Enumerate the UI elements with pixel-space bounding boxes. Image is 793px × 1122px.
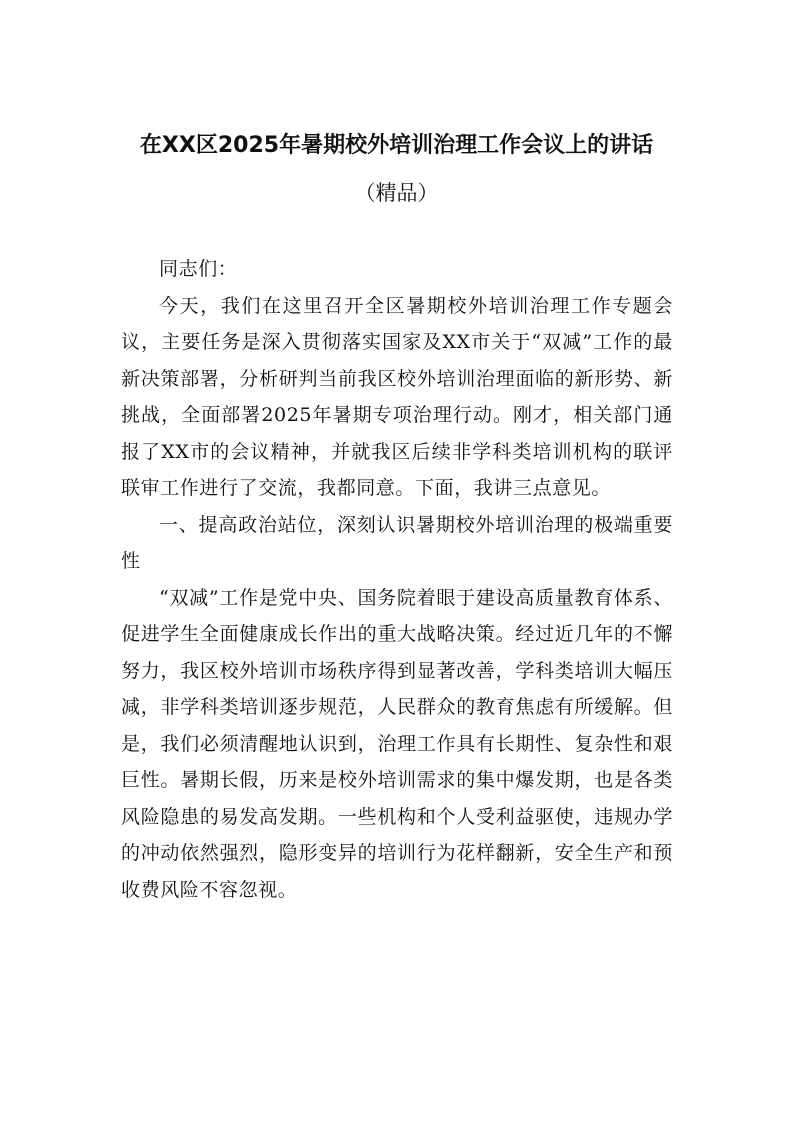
paragraph-body-1: “双减”工作是党中央、国务院着眼于建设高质量教育体系、促进学生全面健康成长作出的重大战略决策。经过近几年的不懈努力，我区校外培训市场秩序得到显著改善，学科类培训大幅压减，非学科类培训逐步规范，人民群众的教育焦虑有所缓解。但是，我们必须清醒地认识到，治理工作具有长期性、复杂性和艰巨性。暑期长假，历来是校外培训需求的集中爆发期，也是各类风险隐患的易发高发期。一些机构和个人受利益驱使，违规办学的冲动依然强烈，隐形变异的培训行为花样翻新，安全生产和预收费风险不容忽视。 <box>121 586 673 901</box>
salutation: 同志们： <box>159 258 238 280</box>
document-subtitle: （精品） <box>354 181 439 205</box>
paragraph-opening: 今天，我们在这里召开全区暑期校外培训治理工作专题会议，主要任务是深入贯彻落实国家及XX市关于“双减”工作的最新决策部署，分析研判当前我区校外培训治理面临的新形势、新挑战，全面部署2025年暑期专项治理行动。刚才，相关部门通报了XX市的会议精神，并就我区后续非学科类培训机构的联评联审工作进行了交流，我都同意。下面，我讲三点意见。 <box>121 294 673 499</box>
document-title: 在XX区2025年暑期校外培训治理工作会议上的讲话 <box>139 133 654 158</box>
section-heading-1: 一、提高政治站位，深刻认识暑期校外培训治理的极端重要性 <box>121 513 673 572</box>
document-body <box>121 251 673 908</box>
